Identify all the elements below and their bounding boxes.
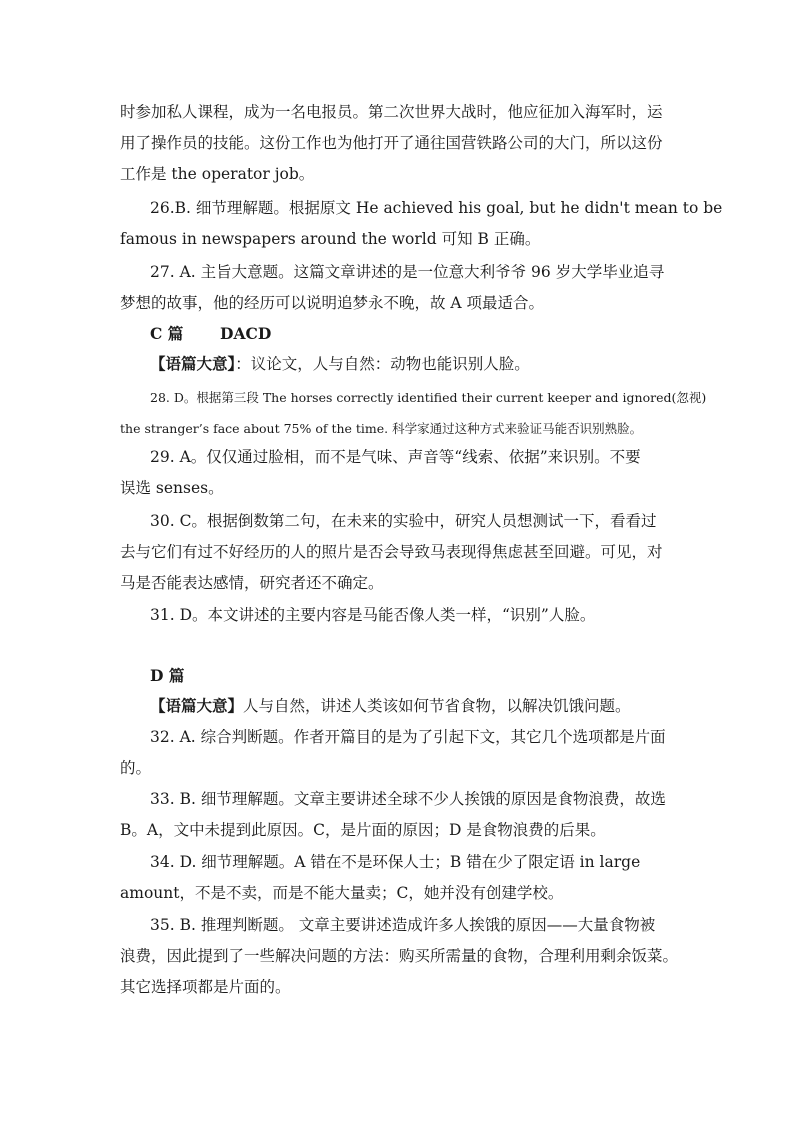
answer-34-line: 34. D. 细节理解题。A 错在不是环保人士；B 错在少了限定语 in large [150,853,641,871]
section-c-heading [150,322,680,346]
text-line: 用了操作员的技能。这份工作也为他打开了通往国营铁路公司的大门，所以这份 [120,134,663,152]
answer-34-line: amount，不是不卖，而是不能大量卖；C，她并没有创建学校。 [120,884,564,902]
text-line: 时参加私人课程，成为一名电报员。第二次世界大战时，他应征加入海军时，运 [120,103,663,121]
answer-30-line: 马是否能表达感情，研究者还不确定。 [120,574,384,592]
answer-29-line: 29. A。仅仅通过脸相，而不是气味、声音等“线索、依据”来识别。不要 [150,448,641,466]
main-idea-text: 人与自然，讲述人类该如何节省食物，以解决饥饿问题。 [243,697,631,715]
answer-26-line: 26.B. 细节理解题。根据原文 He achieved his goal, but he didn't mean to be [150,199,723,217]
answer-27-line: 27. A. 主旨大意题。这篇文章讲述的是一位意大利爷爷 96 岁大学毕业追寻 [150,263,665,281]
answer-32-line: 的。 [120,759,152,777]
answer-35-line: 35. B. 推理判断题。 文章主要讲述造成许多人挨饿的原因——大量食物被 [150,916,656,934]
answer-33-line: 33. B. 细节理解题。文章主要讲述全球不少人挨饿的原因是食物浪费，故选 [150,790,666,808]
answer-28-line: 28. D。根据第三段 The horses correctly identified their current keeper and ignored(忽视) [150,390,707,405]
section-d-main-idea [150,694,680,718]
answer-26-line: famous in newspapers around the world 可知 B 正确。 [120,230,541,248]
section-c-title: C 篇 [150,324,184,343]
answer-30-line: 30. C。根据倒数第二句，在未来的实验中，研究人员想测试一下，看看过 [150,512,657,530]
section-c-main-idea [150,352,680,376]
section-c-answers: DACD [220,324,272,343]
main-idea-label: 【语篇大意】 [150,696,244,715]
section-d-title: D 篇 [150,666,185,685]
answer-35-line: 其它选择项都是片面的。 [120,978,291,996]
main-idea-text: ：议论文，人与自然：动物也能识别人脸。 [235,355,530,373]
answer-32-line: 32. A. 综合判断题。作者开篇目的是为了引起下文，其它几个选项都是片面 [150,728,666,746]
answer-30-line: 去与它们有过不好经历的人的照片是否会导致马表现得焦虑甚至回避。可见，对 [120,543,663,561]
text-line: 工作是 the operator job。 [120,165,315,183]
answer-31-line: 31. D。本文讲述的主要内容是马能否像人类一样，“识别”人脸。 [150,606,596,624]
answer-33-line: B。A，文中未提到此原因。C，是片面的原因；D 是食物浪费的后果。 [120,821,606,839]
answer-35-line: 浪费，因此提到了一些解决问题的方法：购买所需量的食物，合理利用剩余饭菜。 [120,947,679,965]
answer-27-line: 梦想的故事，他的经历可以说明追梦永不晚，故 A 项最适合。 [120,294,545,312]
main-idea-label: 【语篇大意】 [150,354,236,373]
answer-29-line: 误选 senses。 [120,479,224,497]
answer-28-line: the stranger’s face about 75% of the time. 科学家通过这种方式来验证马能否识别熟脸。 [120,421,643,436]
